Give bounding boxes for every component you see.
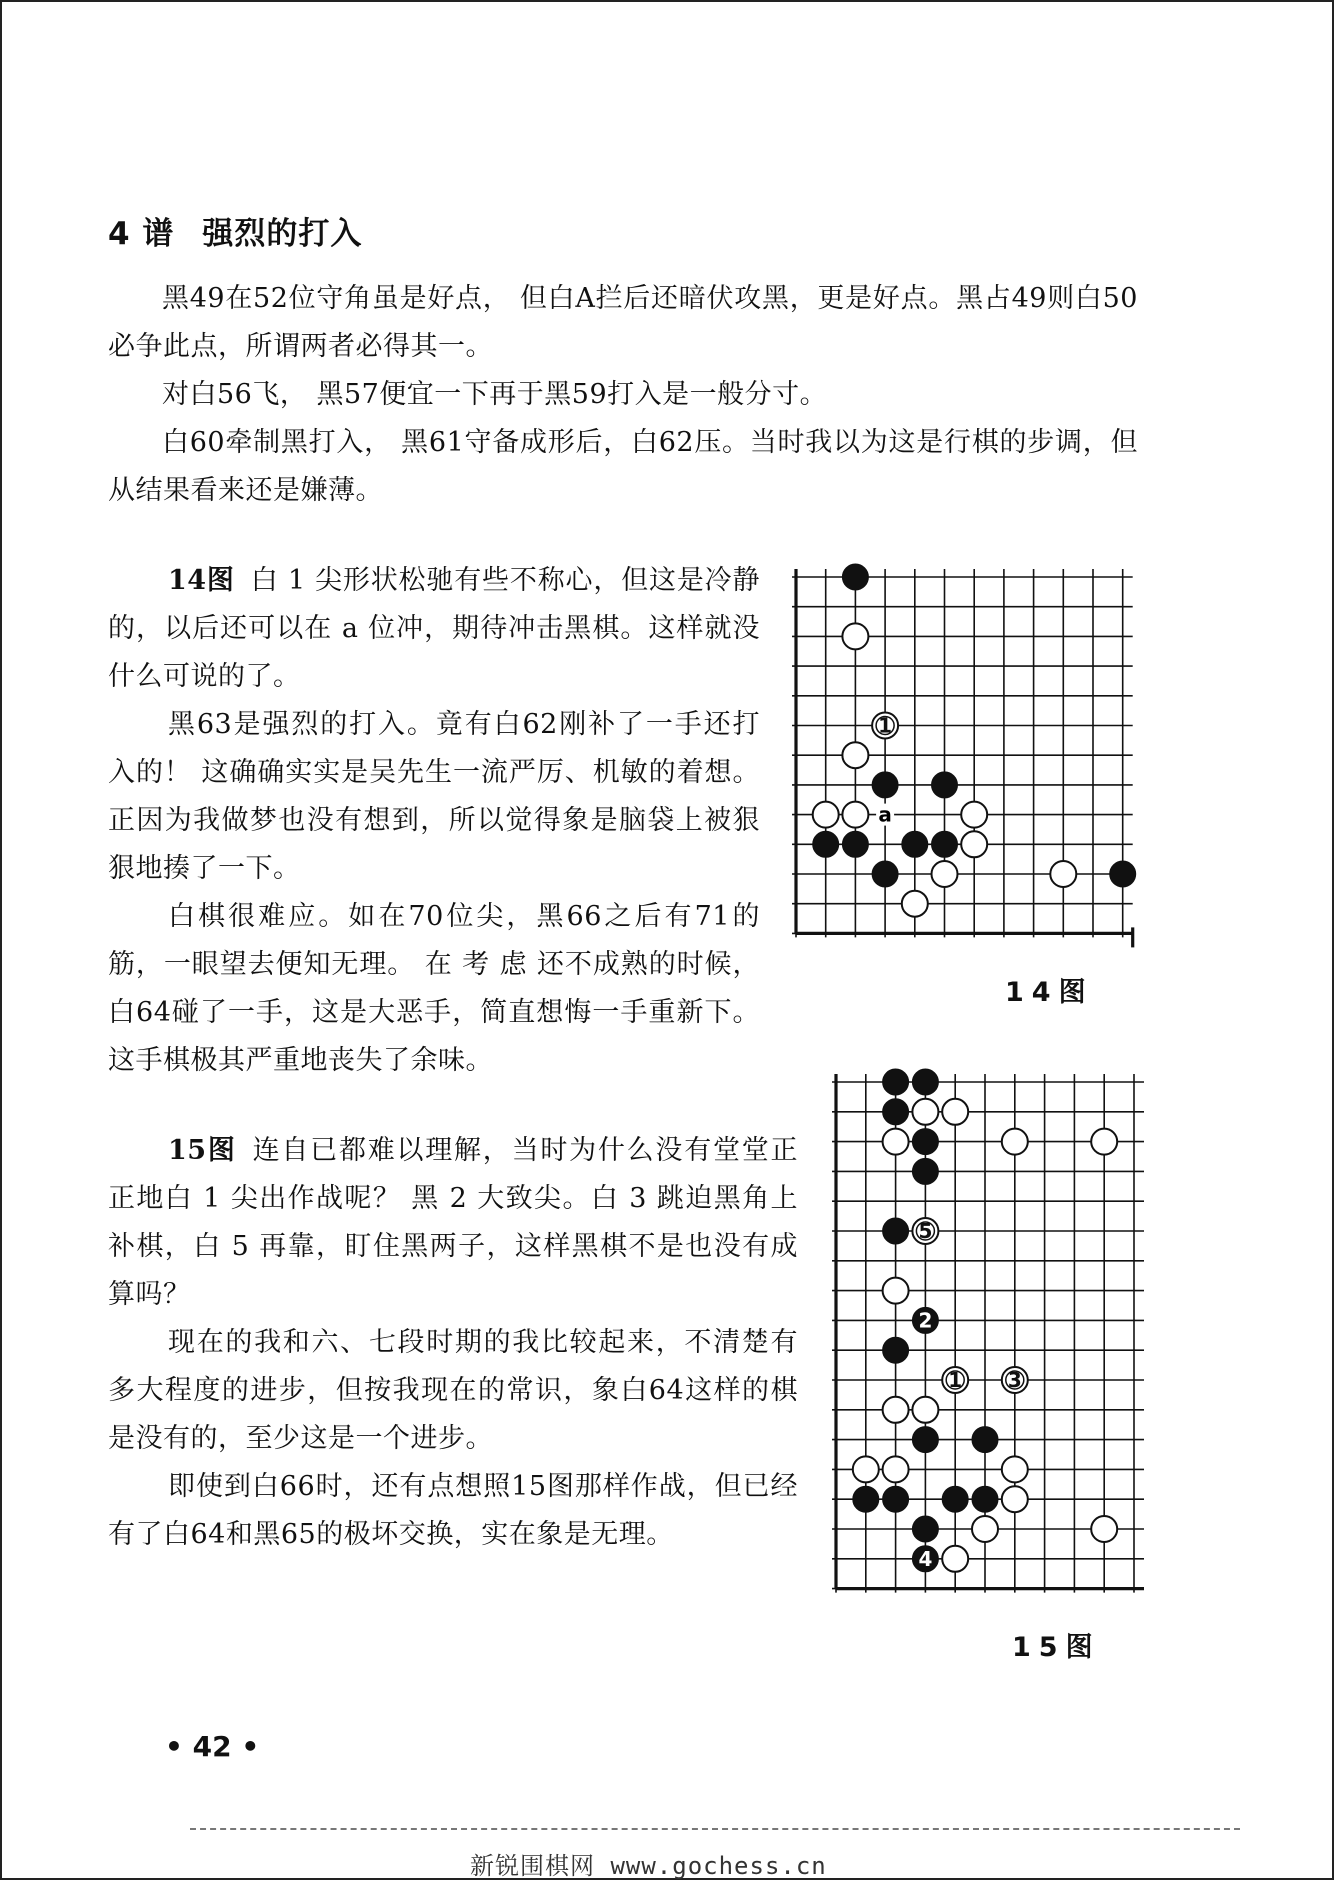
white-stone bbox=[961, 802, 987, 828]
black-stone bbox=[902, 831, 928, 857]
move-number: 1 bbox=[948, 1368, 963, 1392]
white-stone bbox=[883, 1129, 909, 1155]
black-stone bbox=[912, 1158, 938, 1184]
white-stone bbox=[912, 1397, 938, 1423]
black-stone bbox=[1110, 861, 1136, 887]
section-heading bbox=[108, 208, 362, 253]
black-stone bbox=[972, 1486, 998, 1512]
black-stone bbox=[842, 831, 868, 857]
white-stone bbox=[902, 891, 928, 917]
black-stone bbox=[912, 1427, 938, 1453]
white-stone bbox=[883, 1397, 909, 1423]
fig14-lead: 14图 bbox=[168, 565, 235, 596]
black-stone bbox=[942, 1486, 968, 1512]
fig14-text: 白 1 尖形状松驰有些不称心，但这是冷静的，以后还可以在 a 位冲，期待冲击黑棋。这样就没什么可说的了。 bbox=[108, 565, 760, 692]
fig14-commentary bbox=[108, 557, 760, 701]
white-stone bbox=[842, 742, 868, 768]
black-stone bbox=[883, 1486, 909, 1512]
paragraph-3: 白60牵制黑打入， 黑61守备成形后，白62压。当时我以为这是行棋的步调，但从结果看来还是嫌薄。 bbox=[108, 427, 1138, 506]
white-stone bbox=[1002, 1486, 1028, 1512]
white-stone bbox=[932, 861, 958, 887]
white-stone bbox=[842, 802, 868, 828]
move-number: 5 bbox=[918, 1219, 933, 1243]
fig15-lead: 15图 bbox=[168, 1135, 237, 1166]
black-stone bbox=[872, 772, 898, 798]
paragraph-difficulty: 白棋很难应。如在70位尖，黑66之后有71的筋，一眼望去便知无理。 在 考 虑 还不成熟的时候，白64碰了一手，这是大恶手，简直想悔一手重新下。这手棋极其严重地丧失了余味。 bbox=[108, 901, 760, 1076]
white-stone bbox=[1091, 1516, 1117, 1542]
go-diagram-14 bbox=[790, 560, 1150, 945]
white-stone bbox=[883, 1278, 909, 1304]
white-stone bbox=[842, 623, 868, 649]
white-stone bbox=[813, 802, 839, 828]
black-stone bbox=[912, 1516, 938, 1542]
paragraph-now: 现在的我和六、七段时期的我比较起来，不清楚有多大程度的进步，但按我现在的常识，象白64这样的棋是没有的，至少这是一个进步。 bbox=[108, 1327, 798, 1454]
watermark: 新锐围棋网 www.gochess.cn bbox=[470, 1852, 827, 1880]
heading-number: 4 谱 bbox=[108, 216, 175, 252]
point-mark: a bbox=[878, 802, 892, 827]
white-stone bbox=[942, 1546, 968, 1572]
scan-artifact-line bbox=[190, 1828, 1240, 1830]
paragraph-1: 黑49在52位守角虽是好点， 但白A拦后还暗伏攻黑，更是好点。黑占49则白50必争此点，所谓两者必得其一。 bbox=[108, 283, 1138, 362]
black-stone bbox=[883, 1099, 909, 1125]
black-stone bbox=[932, 772, 958, 798]
fig15-commentary bbox=[108, 1127, 798, 1319]
black-stone bbox=[872, 861, 898, 887]
white-stone bbox=[942, 1099, 968, 1125]
page-number: • 42 • bbox=[165, 1730, 260, 1763]
black-stone bbox=[932, 831, 958, 857]
black-stone bbox=[842, 564, 868, 590]
move-number: 1 bbox=[878, 713, 893, 738]
move-number: 4 bbox=[918, 1546, 933, 1571]
go-diagram-15 bbox=[828, 1048, 1163, 1601]
black-stone bbox=[883, 1337, 909, 1363]
white-stone bbox=[1091, 1129, 1117, 1155]
white-stone bbox=[961, 831, 987, 857]
black-stone bbox=[813, 831, 839, 857]
caption-14: 14图 bbox=[1005, 977, 1094, 1008]
black-stone bbox=[883, 1069, 909, 1095]
move-number: 3 bbox=[1007, 1368, 1022, 1392]
move-number: 2 bbox=[918, 1308, 933, 1333]
black-stone bbox=[972, 1427, 998, 1453]
white-stone bbox=[1002, 1129, 1028, 1155]
caption-15: 15图 bbox=[1012, 1632, 1101, 1663]
heading-title: 强烈的打入 bbox=[202, 216, 363, 252]
fig15-text: 连自已都难以理解，当时为什么没有堂堂正正地白 1 尖出作战呢？ 黑 2 大致尖。白 3 跳迫黑角上补棋，白 5 再靠，盯住黑两子，这样黑棋不是也没有成算吗？ bbox=[108, 1135, 799, 1310]
white-stone bbox=[1002, 1456, 1028, 1482]
white-stone bbox=[853, 1456, 879, 1482]
paragraph-black63: 黑63是强烈的打入。竟有白62刚补了一手还打入的！ 这确确实实是吴先生一流严厉、机敏的着想。正因为我做梦也没有想到，所以觉得象是脑袋上被狠狠地揍了一下。 bbox=[108, 709, 760, 884]
white-stone bbox=[972, 1516, 998, 1542]
paragraph-2: 对白56飞， 黑57便宜一下再于黑59打入是一般分寸。 bbox=[162, 379, 828, 410]
white-stone bbox=[912, 1099, 938, 1125]
paragraph-last: 即使到白66时，还有点想照15图那样作战，但已经有了白64和黑65的极坏交换，实在象是无理。 bbox=[108, 1471, 798, 1550]
black-stone bbox=[912, 1129, 938, 1155]
white-stone bbox=[883, 1456, 909, 1482]
black-stone bbox=[853, 1486, 879, 1512]
white-stone bbox=[1050, 861, 1076, 887]
black-stone bbox=[912, 1069, 938, 1095]
black-stone bbox=[883, 1218, 909, 1244]
